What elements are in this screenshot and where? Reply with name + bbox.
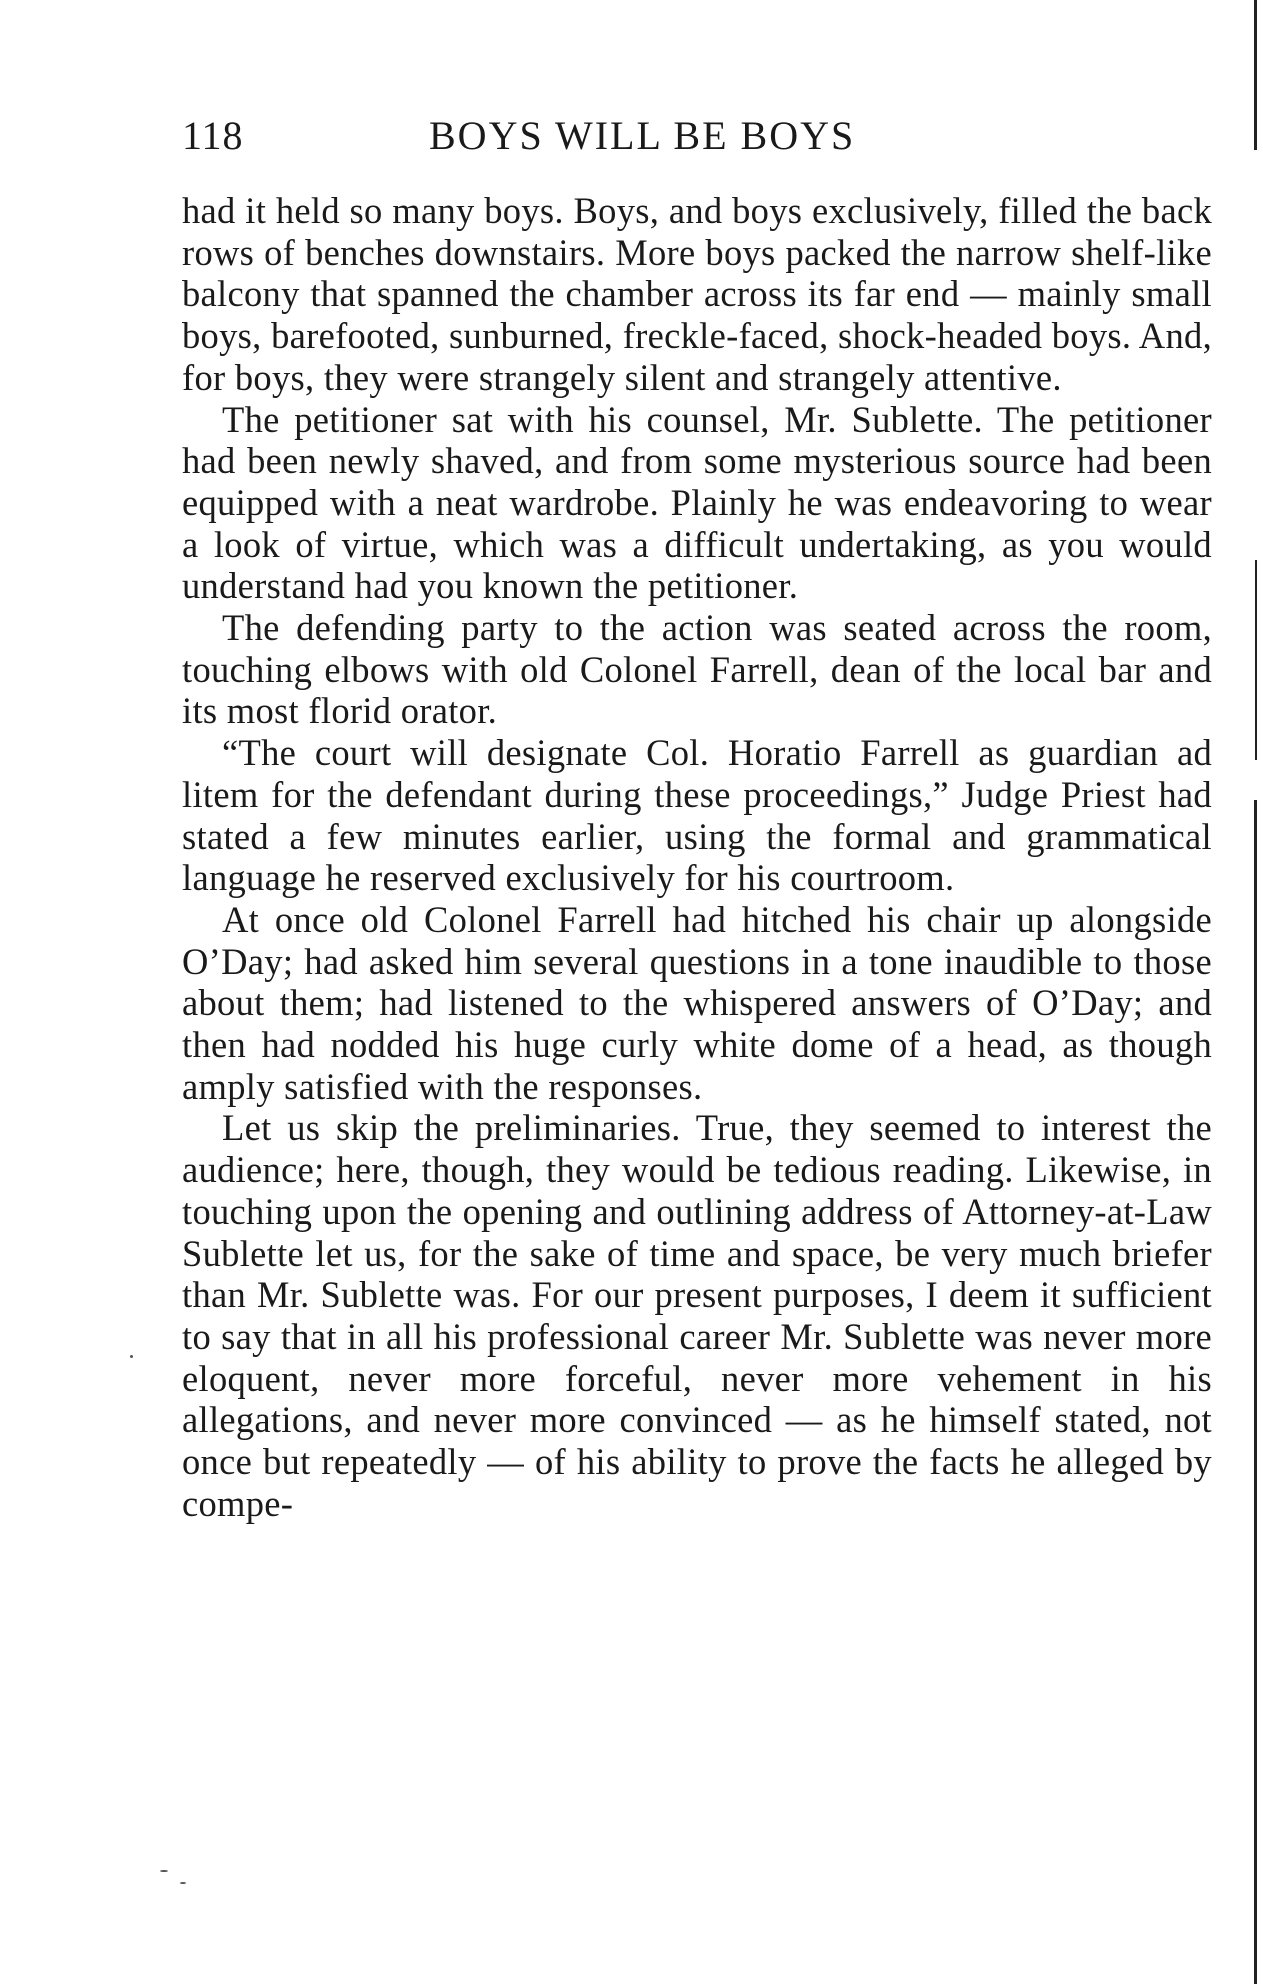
scan-speck (160, 1870, 168, 1872)
page-edge-line (1254, 800, 1257, 1984)
page-edge-line (1254, 0, 1257, 150)
scan-speck (180, 1882, 186, 1884)
scan-speck (130, 1355, 133, 1358)
paragraph: “The court will designate Col. Horatio Farrell as guardian ad litem for the defendant during these proceedings,” Judge Priest had stated a few minutes earlier, using the formal and grammatical language he reserved exclusively for his courtroom. (182, 732, 1212, 899)
paragraph: The defending party to the action was seated across the room, touching elbows with old Colonel Farrell, dean of the local bar and its most florid orator. (182, 607, 1212, 732)
running-title: BOYS WILL BE BOYS (429, 113, 856, 158)
running-head (182, 112, 1222, 162)
paragraph: Let us skip the preliminaries. True, they seemed to interest the audience; here, though, they would be tedious reading. Likewise, in touching upon the opening and outlining address of Attorney-at-Law Sublette let us, for the sake of time and space, be very much briefer than Mr. Sublette was. For our present purposes, I deem it sufficient to say that in all his professional career Mr. Sublette was never more eloquent, never more forceful, never more vehement in his allegations, and never more convinced — as he himself stated, not once but repeatedly — of his ability to prove the facts he alleged by compe- (182, 1107, 1212, 1524)
body-text (182, 190, 1212, 1525)
paragraph: The petitioner sat with his counsel, Mr. Sublette. The petitioner had been newly shaved, and from some mysterious source had been equipped with a neat wardrobe. Plainly he was endeavoring to wear a look of virtue, which was a difficult undertaking, as you would understand had you known the petitioner. (182, 398, 1212, 607)
page-edge-line (1255, 560, 1257, 760)
paragraph: had it held so many boys. Boys, and boys exclusively, filled the back rows of benches downstairs. More boys packed the narrow shelf-like balcony that spanned the chamber across its far end — mainly small boys, barefooted, sunburned, freckle-faced, shock-headed boys. And, for boys, they were strangely silent and strangely attentive. (182, 190, 1212, 398)
paragraph: At once old Colonel Farrell had hitched his chair up alongside O’Day; had asked him several questions in a tone inaudible to those about them; had listened to the whispered answers of O’Day; and then had nodded his huge curly white dome of a head, as though amply satisfied with the responses. (182, 898, 1212, 1107)
page-number: 118 (182, 113, 244, 158)
